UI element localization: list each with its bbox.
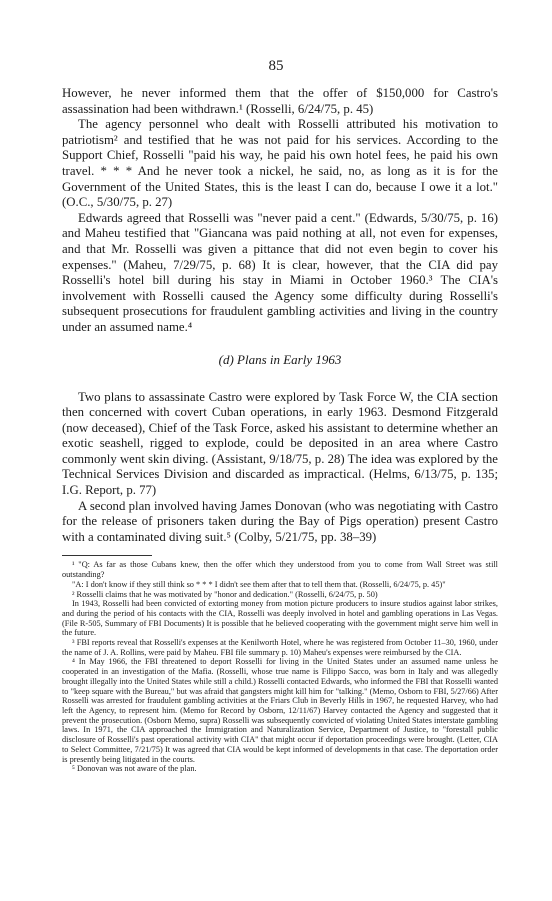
footnote: ⁵ Donovan was not aware of the plan. xyxy=(72,764,197,774)
paragraph: Two plans to assassinate Castro were explored by Task Force W, the CIA section then concerned with covert Cuban operations, in early 1963. Desmond Fitzgerald (now deceased), Chief of the Task Force, asked his assistant to determine whether an exotic seashell, rigged to explode, could be deposited in an area where Castro commonly went skin diving. (Assistant, 9/18/75, p. 28) The idea was explored by the Technical Services Division and discarded as impractical. (Helms, 6/13/75, p. 135; I.G. Report, p. 77) xyxy=(62,389,498,498)
section-heading: (d) Plans in Early 1963 xyxy=(218,351,342,367)
page-body xyxy=(62,86,498,774)
footnote: "A: I don't know if they still think so * * * I didn't see them after that to tell them that. (Rosselli, 6/24/75, p. 45)" xyxy=(72,579,446,589)
paragraph: However, he never informed them that the offer of $150,000 for Castro's assassination had been withdrawn.¹ (Rosselli, 6/24/75, p. 45) xyxy=(62,86,498,116)
footnote: ¹ "Q: As far as those Cubans knew, then the offer which they understood from you to come from Wall Street was still outstanding? xyxy=(62,560,498,580)
footnotes xyxy=(62,560,498,773)
footnote: ³ FBI reports reveal that Rosselli's expenses at the Kenilworth Hotel, where he was registered from October 11–30, 1960, under the name of J. A. Rollins, were paid by Maheu. FBI file summary p. 10) Maheu's expenses were reimbursed by the CIA. xyxy=(62,638,498,657)
paragraph: Edwards agreed that Rosselli was "never paid a cent." (Edwards, 5/30/75, p. 16) and Maheu testified that "Giancana was paid nothing at all, not even for expenses, and that Mr. Rosselli was given a pittance that did not even begin to cover his expenses." (Maheu, 7/29/75, p. 68) It is clear, however, that the CIA did pay Rosselli's hotel bill during his stay in Miami in October 1960.³ The CIA's involvement with Rosselli caused the Agency some difficulty during Rosselli's subsequent prosecutions for fraudulent gambling activities and living in the country under an assumed name.⁴ xyxy=(62,210,498,334)
paragraph: The agency personnel who dealt with Rosselli attributed his motivation to patriotism² and testified that he was not paid for his services. According to the Support Chief, Rosselli "paid his way, he paid his own hotel fees, he paid his own travel. * * * And he never took a nickel, he said, no, as long as it is for the Government of the United States, this is the least I can do, because I owe it a lot." (O.C., 5/30/75, p. 27) xyxy=(62,117,498,210)
footnote: In 1943, Rosselli had been convicted of extorting money from motion picture producers to insure studios against labor strikes, and during the period of his contacts with the CIA, Rosselli was deeply involved in hotel and gambling operations in Las Vegas. (File R-505, Summary of FBI Documents) It is possible that he believed cooperating with the government might serve him well in the future. xyxy=(62,599,498,638)
footnote: ² Rosselli claims that he was motivated by "honor and dedication." (Rosselli, 6/24/75, p. 50) xyxy=(72,589,378,599)
page-number: 85 xyxy=(268,58,284,74)
footnote: ⁴ In May 1966, the FBI threatened to deport Rosselli for living in the United States under an assumed name unless he cooperated in an investigation of the Mafia. (Rosselli, whose true name is Filippo Sacco, was born in Italy and was allegedly brought illegally into the United States while still a child.) Rosselli contacted Edwards, who informed the FBI that Rosselli wanted to "keep square with the Bureau," but was afraid that gangsters might kill him for "talking." (Memo, Osborn to FBI, 5/27/66) After Rosselli was arrested for fraudulent gambling activities at the Friars Club in Beverly Hills in 1967, he requested Harvey, who had left the Agency, to represent him. (Memo for Record by Osborn, 12/11/67) Harvey contacted the Agency and suggested that it prevent the prosecution. (Osborn Memo, supra) Rosselli was subsequently convicted of violating United States interstate gambling laws. In 1971, the CIA approached the Immigration and Naturalization Service, Department of Justice, to "forestall public disclosure of Rosselli's past operational activity with CIA" that might occur if deportation proceedings were brought. (Letter, CIA to Select Committee, 7/21/75) It was agreed that CIA would be kept informed of developments in that case. The deportation order is presently being litigated in the courts. xyxy=(62,657,498,764)
footnote-divider xyxy=(62,555,152,556)
paragraph: A second plan involved having James Donovan (who was negotiating with Castro for the release of prisoners taken during the Bay of Pigs operation) present Castro with a contaminated diving suit.⁵ (Colby, 5/21/75, pp. 38–39) xyxy=(62,498,498,544)
